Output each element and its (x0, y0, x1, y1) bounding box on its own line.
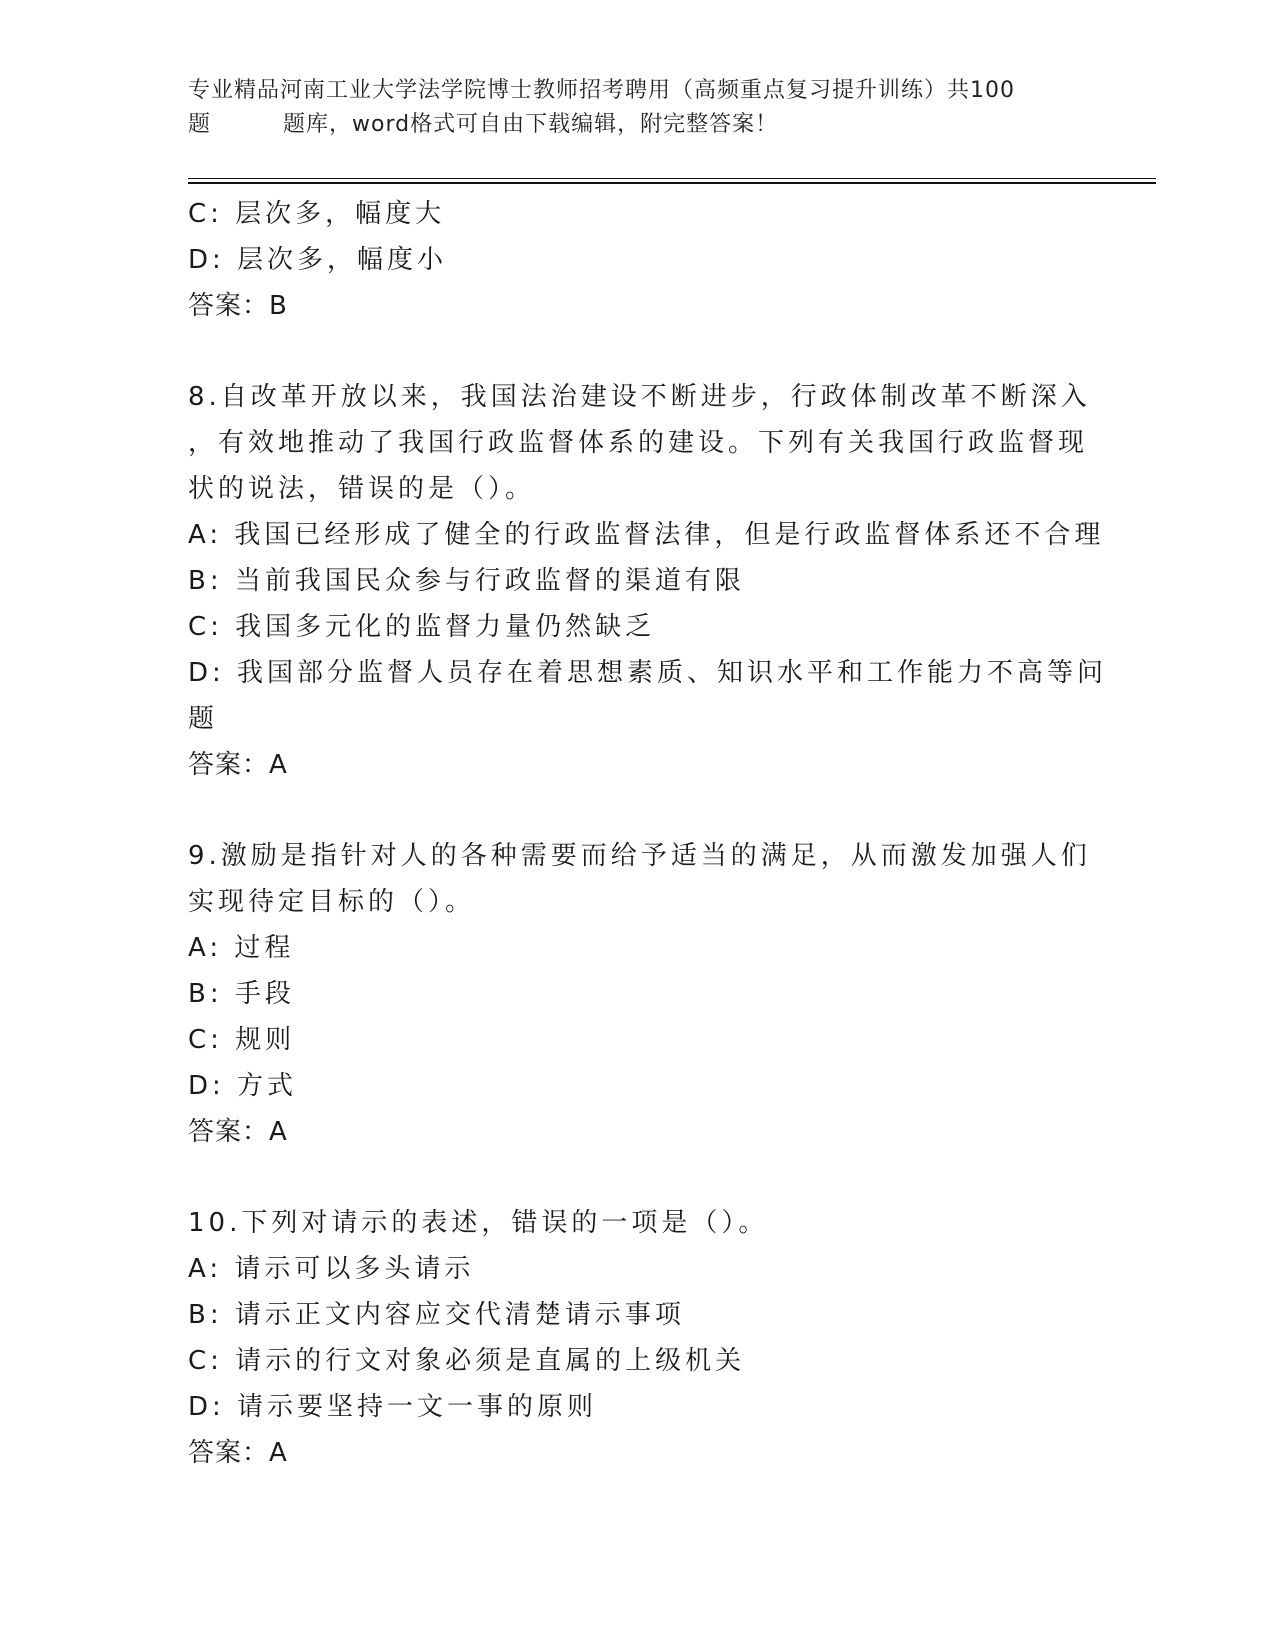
option-line: 题 (188, 704, 219, 734)
question-block-9 (188, 833, 1091, 1155)
question-stem-line: 10.下列对请示的表述，错误的一项是（）。 (188, 1208, 769, 1238)
option-line: C: 规则 (188, 1025, 296, 1055)
question-gap (188, 1155, 1088, 1200)
option-line: B: 当前我国民众参与行政监督的渠道有限 (188, 566, 745, 596)
answer-line (188, 1109, 1088, 1155)
option-line: B: 手段 (188, 979, 295, 1009)
header-title-line2-tail: 题库，word格式可自由下载编辑，附完整答案！ (283, 112, 779, 137)
answer-label: 答案： (188, 291, 270, 321)
question-list (188, 191, 1108, 1476)
question-stem-line: 9.激励是指针对人的各种需要而给予适当的满足，从而激发加强人们 (188, 841, 1091, 871)
option-line: A: 我国已经形成了健全的行政监督法律，但是行政监督体系还不合理 (188, 520, 1105, 550)
answer-label: 答案： (188, 1438, 270, 1468)
question-block-8 (188, 374, 1108, 788)
header-divider-thin (188, 178, 1156, 179)
question-stem-line: 8.自改革开放以来，我国法治建设不断进步，行政体制改革不断深入 (188, 382, 1091, 412)
option-line: C: 请示的行文对象必须是直属的上级机关 (188, 1346, 746, 1376)
question-gap (188, 788, 1088, 833)
answer-label: 答案： (188, 750, 270, 780)
answer-value: A (269, 1117, 288, 1147)
answer-value: B (269, 291, 288, 321)
option-line: D: 请示要坚持一文一事的原则 (188, 1392, 598, 1422)
option-line: B: 请示正文内容应交代清楚请示事项 (188, 1300, 685, 1330)
answer-line (188, 1430, 1088, 1476)
question-stem-line: ，有效地推动了我国行政监督体系的建设。下列有关我国行政监督现 (188, 428, 1089, 458)
question-block-10 (188, 1200, 1088, 1476)
answer-line (188, 742, 1088, 788)
header-divider-thick (188, 182, 1156, 184)
answer-line (188, 283, 1088, 329)
option-line: D: 层次多，幅度小 (188, 245, 448, 275)
question-stem-line: 实现待定目标的（）。 (188, 887, 476, 917)
option-line: A: 请示可以多头请示 (188, 1254, 475, 1284)
option-line: C: 我国多元化的监督力量仍然缺乏 (188, 612, 656, 642)
header-title-line1: 专业精品河南工业大学法学院博士教师招考聘用（高频重点复习提升训练）共100 (188, 78, 1015, 103)
header-title-line2-head: 题 (188, 112, 212, 137)
answer-value: A (269, 1438, 288, 1468)
header-title-line2 (188, 108, 1088, 142)
option-line: C: 层次多，幅度大 (188, 199, 446, 229)
question-stem-line: 状的说法，错误的是（）。 (188, 474, 536, 504)
question-gap (188, 329, 1088, 374)
question-block-7-tail (188, 191, 1088, 329)
document-header (188, 74, 1088, 142)
option-line: A: 过程 (188, 933, 295, 963)
answer-label: 答案： (188, 1117, 270, 1147)
option-line: D: 我国部分监督人员存在着思想素质、知识水平和工作能力不高等问 (188, 658, 1108, 688)
option-line: D: 方式 (188, 1071, 298, 1101)
answer-value: A (269, 750, 288, 780)
